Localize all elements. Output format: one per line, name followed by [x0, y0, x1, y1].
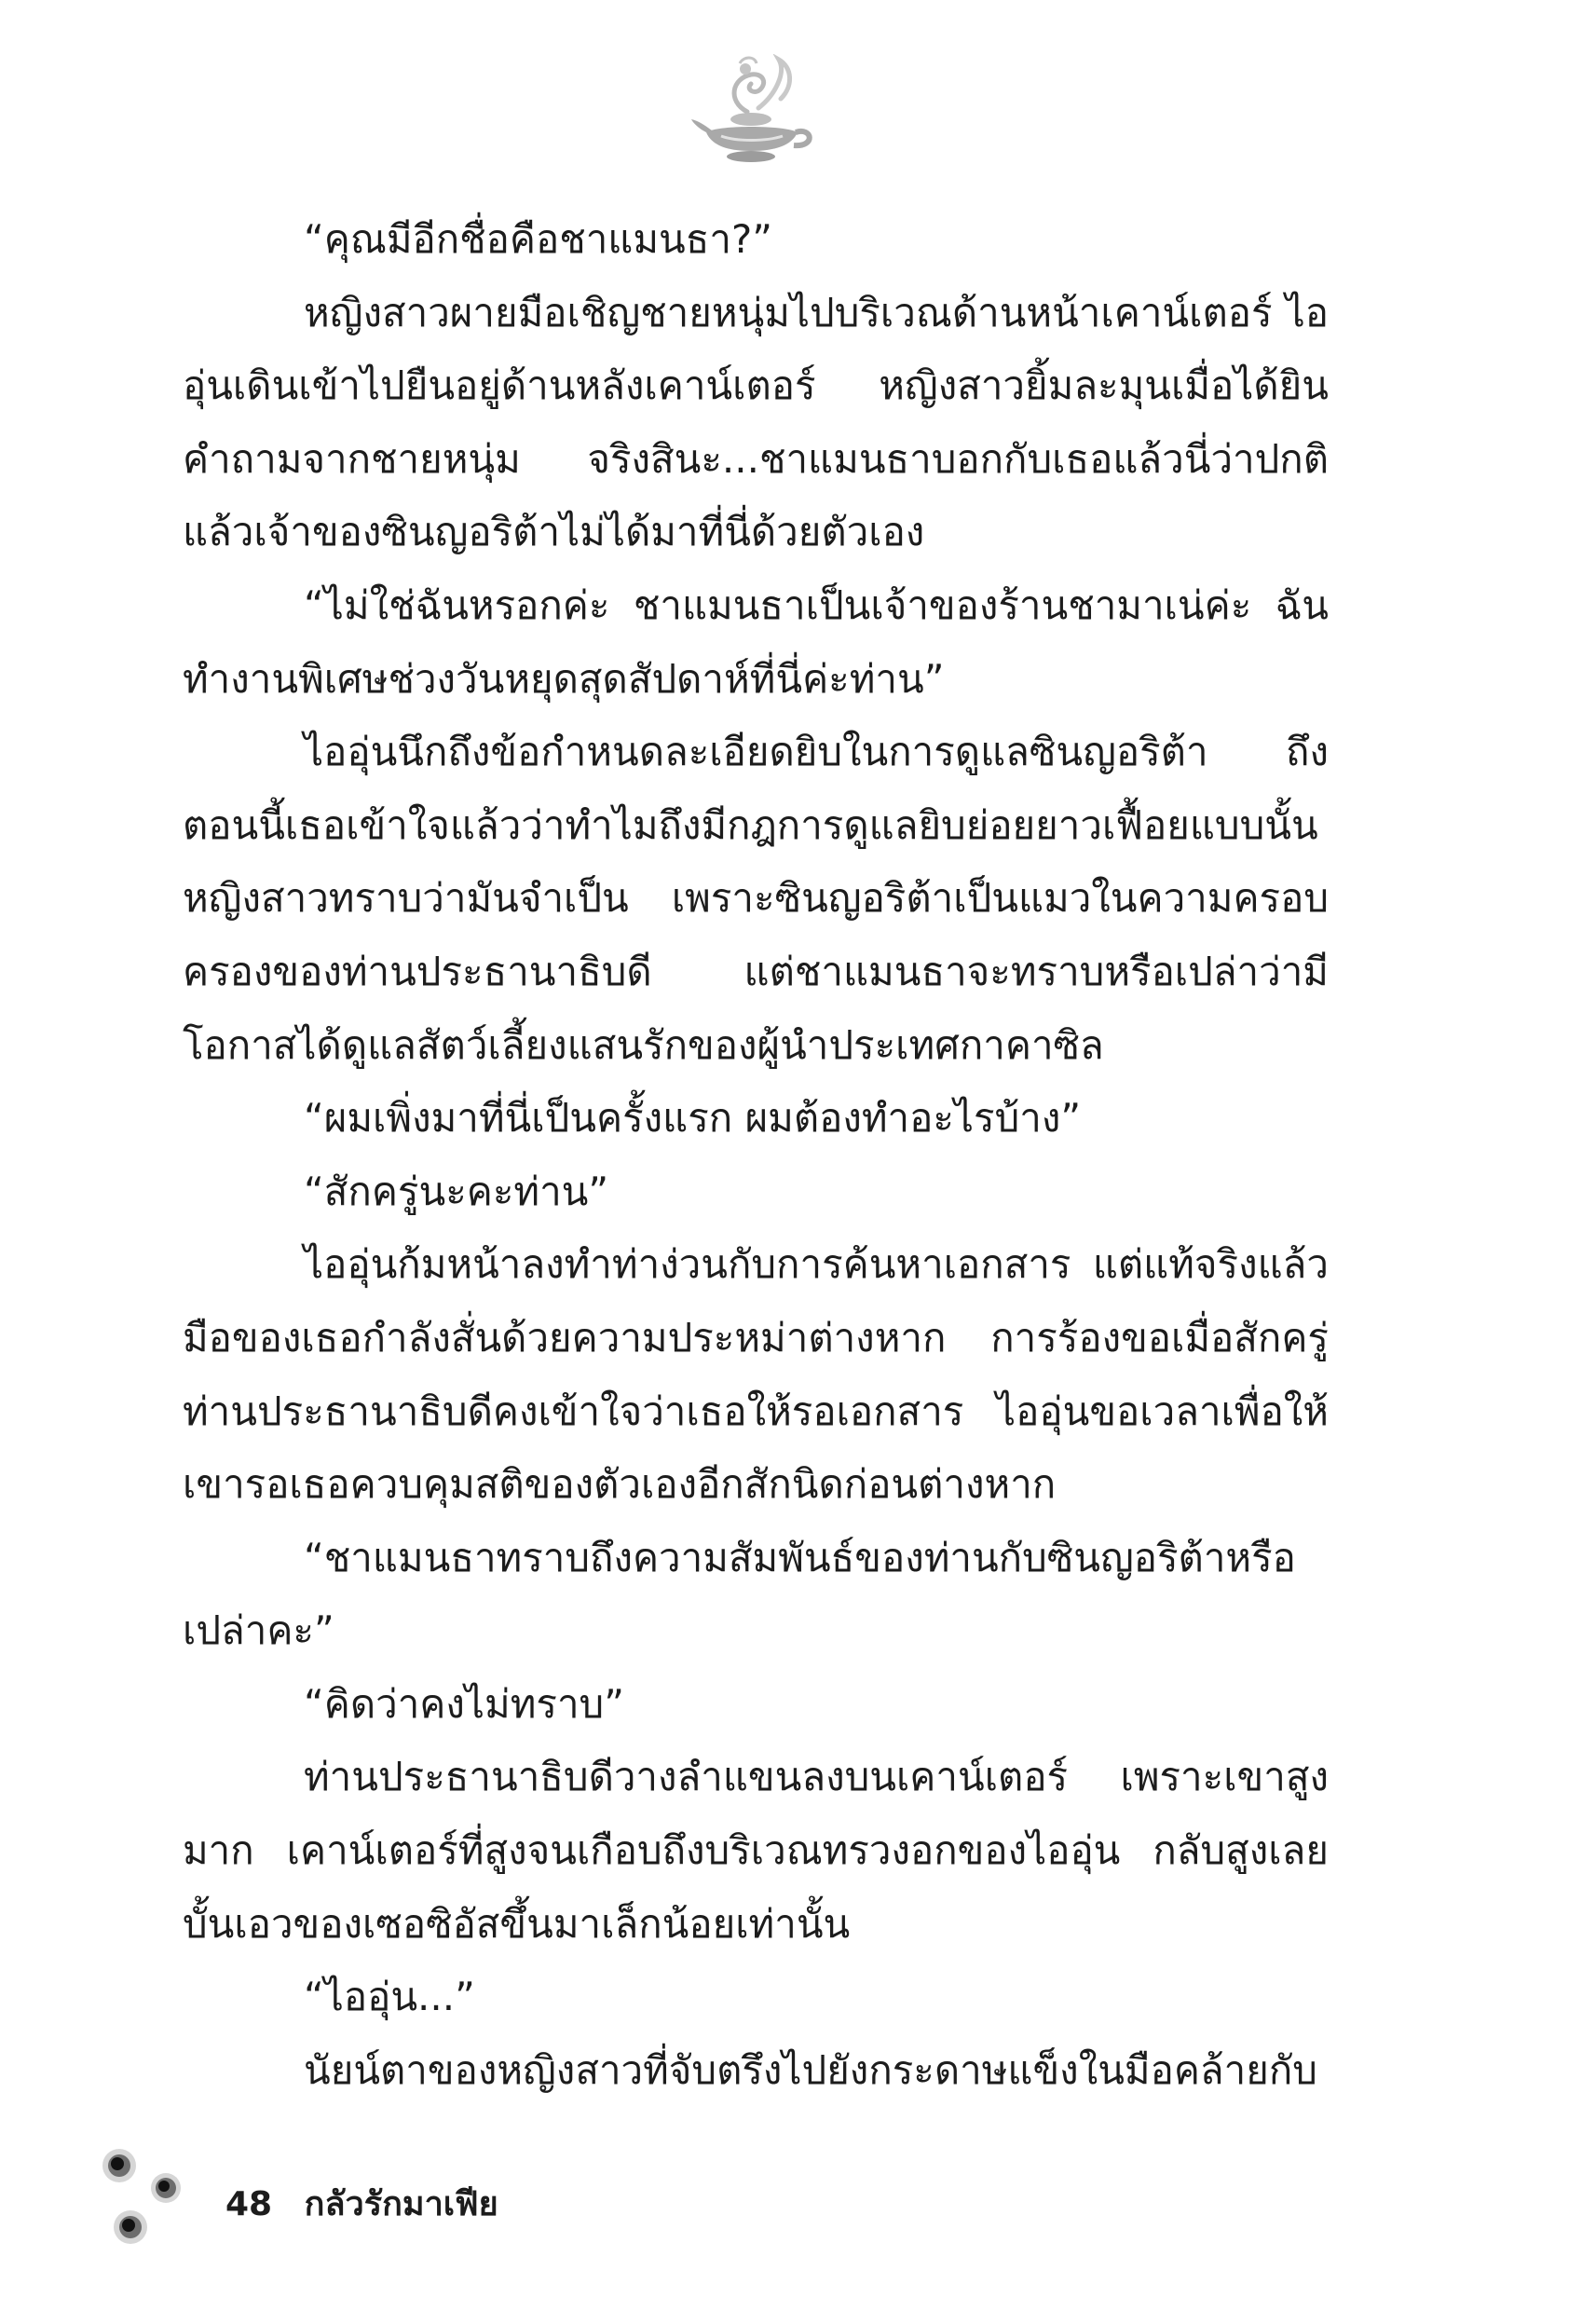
paragraph: “ไออุ่น...”	[304, 1974, 475, 2020]
paragraph: ไออุ่นนึกถึงข้อกำหนดละเอียดยิบในการดูแลซินญอริต้า ถึงตอนนี้เธอเข้าใจแล้วว่าทำไมถึงมีกฎการดูแลยิบย่อยยาวเฟื้อยแบบนั้น หญิงสาวทราบว่ามันจำเป็น เพราะซินญอริต้าเป็นแมวในความครอบครองของท่านประธานาธิบดี แต่ชาแมนธาจะทราบหรือเปล่าว่ามีโอกาสได้ดูแลสัตว์เลี้ยงแสนรักของผู้นำประเทศกาคาซิล	[183, 729, 1329, 1068]
book-title: กลัวรักมาเฟีย	[304, 2185, 498, 2223]
paragraph: ท่านประธานาธิบดีวางลำแขนลงบนเคาน์เตอร์ เพราะเขาสูงมาก เคาน์เตอร์ที่สูงจนเกือบถึงบริเวณทรวงอกของไออุ่น กลับสูงเลยบั้นเอวของเซอซิอัสขึ้นมาเล็กน้อยเท่านั้น	[183, 1754, 1329, 1947]
paragraph: ไออุ่นก้มหน้าลงทำท่าง่วนกับการค้นหาเอกสาร แต่แท้จริงแล้วมือของเธอกำลังสั่นด้วยความประหม่าต่างหาก การร้องขอเมื่อสักครู่ท่านประธานาธิบดีคงเข้าใจว่าเธอให้รอเอกสาร ไออุ่นขอเวลาเพื่อให้เขารอเธอควบคุมสติของตัวเองอีกสักนิดก่อนต่างหาก	[183, 1241, 1329, 1508]
paragraph: หญิงสาวผายมือเชิญชายหนุ่มไปบริเวณด้านหน้าเคาน์เตอร์ ไออุ่นเดินเข้าไปยืนอยู่ด้านหลังเคาน์เตอร์ หญิงสาวยิ้มละมุนเมื่อได้ยินคำถามจากชายหนุ่ม จริงสินะ...ชาแมนธาบอกกับเธอแล้วนี่ว่าปกติแล้วเจ้าของซินญอริต้าไม่ได้มาที่นี่ด้วยตัวเอง	[183, 289, 1329, 555]
page-number: 48	[225, 2185, 273, 2223]
paragraph: “คิดว่าคงไม่ทราบ”	[304, 1680, 624, 1727]
body-text	[183, 203, 1329, 2107]
paragraph: นัยน์ตาของหญิงสาวที่จับตรึงไปยังกระดาษแข็งในมือคล้ายกับ	[304, 2046, 1317, 2093]
page-footer	[93, 2143, 652, 2264]
paragraph: “ชาแมนธาทราบถึงความสัมพันธ์ของท่านกับซินญอริต้าหรือเปล่าคะ”	[183, 1534, 1296, 1654]
paragraph: “คุณมีอีกชื่อคือชาแมนธา?”	[304, 216, 773, 262]
paragraph: “ผมเพิ่งมาที่นี่เป็นครั้งแรก ผมต้องทำอะไรบ้าง”	[304, 1095, 1082, 1142]
paragraph: “ไม่ใช่ฉันหรอกค่ะ ชาแมนธาเป็นเจ้าของร้านชามาเน่ค่ะ ฉันทำงานพิเศษช่วงวันหยุดสุดสัปดาห์ที่นี่ค่ะท่าน”	[183, 581, 1329, 702]
paragraph: “สักครู่นะคะท่าน”	[304, 1168, 609, 1214]
footer-text	[225, 2177, 498, 2230]
genie-lamp-icon	[689, 54, 820, 168]
bullet-holes-icon	[93, 2143, 196, 2255]
